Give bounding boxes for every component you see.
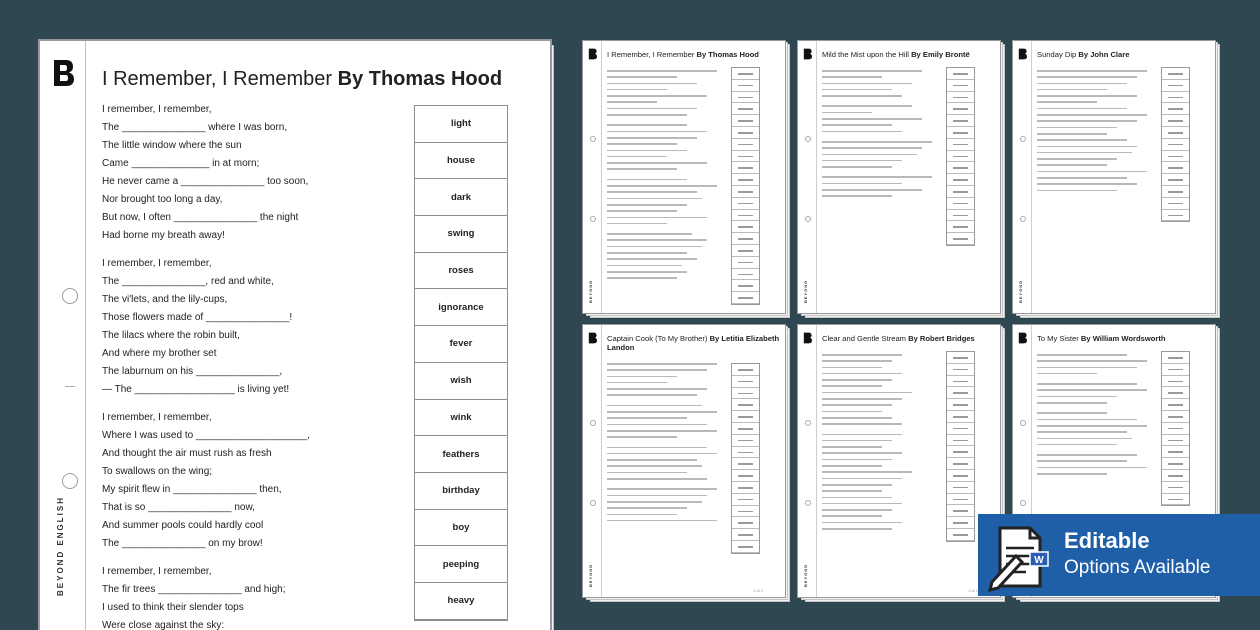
word-bank-item (1162, 411, 1189, 423)
poem-line: The fir trees _______________ and high; (102, 584, 286, 595)
thumbnail-title-author: By William Wordsworth (1080, 334, 1166, 343)
word-bank-item (1162, 470, 1189, 482)
fold-mark (65, 386, 75, 387)
word-bank-item (732, 186, 759, 198)
word-bank-item (1162, 198, 1189, 210)
word-bank-item (1162, 399, 1189, 411)
poem-line: And thought the air must rush as fresh (102, 448, 272, 459)
word-bank-item (1162, 151, 1189, 163)
word-bank-item: roses (415, 253, 507, 290)
word-bank-item (947, 127, 974, 139)
beyond-logo-icon (1018, 332, 1027, 344)
poem-line: Came ______________ in at morn; (102, 158, 260, 169)
worksheet-thumbnail[interactable] (582, 40, 792, 317)
beyond-logo-icon (588, 332, 597, 344)
word-bank-item (1162, 446, 1189, 458)
word-bank-item (732, 269, 759, 281)
poem-line: Were close against the sky: (102, 620, 225, 630)
poem-line: The _______________ where I was born, (102, 122, 288, 133)
poem-line-placeholder (607, 221, 725, 227)
word-bank-item: fever (415, 326, 507, 363)
binder-hole (590, 420, 596, 426)
word-bank-item (947, 68, 974, 80)
thumbnail-title-text: Captain Cook (To My Brother) (607, 334, 710, 343)
beyond-logo-icon (588, 48, 597, 60)
binder-hole (805, 216, 811, 222)
poem-line: I remember, I remember, (102, 412, 212, 423)
thumbnail-word-bank (731, 67, 760, 305)
word-bank-item (1162, 352, 1189, 364)
word-bank-item (1162, 139, 1189, 151)
word-bank-item (732, 388, 759, 400)
brand-vertical-text: BEYOND (1018, 279, 1023, 303)
main-worksheet-stack (38, 39, 558, 630)
binder-hole (1020, 216, 1026, 222)
word-bank-item (732, 458, 759, 470)
word-bank-item (947, 352, 974, 364)
poem-line-placeholder (1037, 188, 1155, 194)
word-bank-item (947, 494, 974, 506)
word-bank-item (732, 482, 759, 494)
word-letter: W (1034, 555, 1044, 566)
word-bank-item (732, 376, 759, 388)
word-bank-item (732, 517, 759, 529)
word-bank-item (732, 115, 759, 127)
poem-line-placeholder (607, 434, 725, 440)
poem-line: He never came a _______________ too soon, (102, 176, 309, 187)
thumbnail-word-bank (946, 351, 975, 542)
word-bank-item (732, 68, 759, 80)
word-bank-item (732, 280, 759, 292)
poem-line-placeholder (822, 164, 940, 170)
badge-line-2: Options Available (1064, 557, 1211, 578)
binder-hole (805, 420, 811, 426)
word-bank-item (947, 233, 974, 245)
word-bank-item (732, 127, 759, 139)
thumbnail-title (607, 334, 783, 352)
word-bank-item: feathers (415, 436, 507, 473)
thumbnail-page (582, 40, 786, 314)
word-bank-item (1162, 115, 1189, 127)
worksheet-thumbnail[interactable] (797, 324, 1007, 601)
title-text: I Remember, I Remember (102, 68, 338, 90)
poem-body (102, 101, 402, 630)
word-bank-item (732, 198, 759, 210)
word-bank-item (732, 233, 759, 245)
word-bank-item (947, 470, 974, 482)
poem-line-placeholder (822, 193, 940, 199)
poem-line: The _______________ on my brow! (102, 538, 263, 549)
thumbnail-title (1037, 334, 1213, 343)
brand-vertical-text: BEYOND ENGLISH (56, 495, 65, 596)
word-bank-item (947, 482, 974, 494)
thumbnail-page (797, 40, 1001, 314)
word-bank-item (947, 103, 974, 115)
beyond-logo-icon (52, 59, 74, 87)
poem-line-placeholder (607, 392, 725, 398)
main-worksheet (38, 39, 552, 630)
word-bank-item (732, 245, 759, 257)
page-number: 1 of 1 (752, 588, 763, 593)
word-bank-item (732, 139, 759, 151)
binder-hole (590, 500, 596, 506)
thumbnail-title-text: Sunday Dip (1037, 50, 1079, 59)
word-bank-item (732, 103, 759, 115)
word-bank-item: boy (415, 510, 507, 547)
word-bank-item (947, 151, 974, 163)
word-bank-item: swing (415, 216, 507, 253)
thumbnail-word-bank (731, 363, 760, 554)
word-bank-item (732, 210, 759, 222)
word-bank-item (1162, 376, 1189, 388)
poem-line: The vi'lets, and the lily-cups, (102, 294, 228, 305)
page-number: 1 of 1 (967, 588, 978, 593)
word-bank-item (1162, 186, 1189, 198)
thumbnail-poem-lines (607, 361, 725, 524)
beyond-logo-icon (1018, 48, 1027, 60)
word-bank-item (1162, 435, 1189, 447)
poem-line: The _______________, red and white, (102, 276, 274, 287)
page-title (102, 68, 502, 91)
poem-line-placeholder (607, 518, 725, 524)
word-bank-item (947, 517, 974, 529)
word-bank-item (1162, 482, 1189, 494)
word-bank-item (947, 411, 974, 423)
binder-hole (1020, 500, 1026, 506)
thumbnail-title-author: By Thomas Hood (696, 50, 759, 59)
poem-line-placeholder (1037, 400, 1155, 406)
word-bank-item (1162, 162, 1189, 174)
word-bank-item (1162, 127, 1189, 139)
word-bank-item: house (415, 143, 507, 180)
worksheet-thumbnail[interactable] (582, 324, 792, 601)
word-bank-item (947, 529, 974, 541)
margin-line (1031, 41, 1032, 313)
word-bank-item: wink (415, 400, 507, 437)
word-bank-item (1162, 210, 1189, 222)
word-bank-item (947, 186, 974, 198)
poem-line: I used to think their slender tops (102, 602, 244, 613)
thumbnail-title-text: Clear and Gentle Stream (822, 334, 909, 343)
word-bank-item (1162, 68, 1189, 80)
word-bank-item (1162, 103, 1189, 115)
poem-line-placeholder (607, 166, 725, 172)
poem-line: Nor brought too long a day, (102, 194, 223, 205)
thumbnail-poem-lines (822, 352, 940, 532)
thumbnail-title (607, 50, 783, 59)
word-bank-item (732, 411, 759, 423)
margin-line (816, 325, 817, 597)
word-bank-item (947, 80, 974, 92)
stanza-gap (102, 553, 402, 563)
thumbnail-word-bank (946, 67, 975, 246)
binder-hole (1020, 136, 1026, 142)
word-bank-item (732, 151, 759, 163)
word-bank-item (732, 529, 759, 541)
word-bank-item (732, 292, 759, 304)
poem-line: I remember, I remember, (102, 104, 212, 115)
word-bank-item (947, 162, 974, 174)
stanza-gap (102, 245, 402, 255)
binder-hole (805, 136, 811, 142)
thumbnail-title (822, 334, 998, 343)
word-bank-item (732, 423, 759, 435)
word-bank-item (732, 494, 759, 506)
poem-line: I remember, I remember, (102, 258, 212, 269)
poem-line: And summer pools could hardly cool (102, 520, 264, 531)
word-bank-item: dark (415, 179, 507, 216)
thumbnail-page (1012, 40, 1216, 314)
word-bank-item (947, 174, 974, 186)
word-bank-item: wish (415, 363, 507, 400)
poem-line: To swallows on the wing; (102, 466, 213, 477)
poem-line-placeholder (607, 476, 725, 482)
word-bank-item: birthday (415, 473, 507, 510)
word-bank-item (947, 435, 974, 447)
thumbnail-title (1037, 50, 1213, 59)
word-bank-item (1162, 174, 1189, 186)
word-bank-item: ignorance (415, 289, 507, 326)
thumbnail-title-text: Mild the Mist upon the Hill (822, 50, 912, 59)
poem-line: Those flowers made of _______________! (102, 312, 293, 323)
poem-line: The laburnum on his _______________, (102, 366, 283, 377)
poem-line-placeholder (607, 275, 725, 281)
word-bank-item (947, 505, 974, 517)
margin-line (601, 41, 602, 313)
brand-vertical-text: BEYOND (588, 563, 593, 587)
thumbnail-title-text: To My Sister (1037, 334, 1081, 343)
thumbnail-title-author: By Robert Bridges (908, 334, 975, 343)
poem-line-placeholder (822, 421, 940, 427)
word-bank-item (732, 80, 759, 92)
thumbnail-title (822, 50, 998, 59)
thumbnail-word-bank (1161, 351, 1190, 506)
word-bank-item (947, 210, 974, 222)
word-bank (414, 105, 508, 621)
thumbnail-poem-lines (822, 68, 940, 200)
poem-line-placeholder (1037, 442, 1155, 448)
thumbnail-title-author: By Emily Brontë (911, 50, 970, 59)
word-bank-item (1162, 364, 1189, 376)
word-bank-item (947, 139, 974, 151)
word-bank-item (1162, 423, 1189, 435)
worksheet-thumbnail[interactable] (1012, 40, 1222, 317)
word-bank-item (732, 506, 759, 518)
margin-line (85, 41, 86, 630)
thumbnail-poem-lines (1037, 352, 1155, 477)
word-bank-item (947, 115, 974, 127)
poem-line: The lilacs where the robin built, (102, 330, 240, 341)
margin-line (601, 325, 602, 597)
thumbnail-title-author: By John Clare (1078, 50, 1130, 59)
poem-line-placeholder (822, 93, 940, 99)
poem-line: But now, I often _______________ the night (102, 212, 299, 223)
thumbnail-word-bank (1161, 67, 1190, 222)
poem-line: And where my brother set (102, 348, 217, 359)
poem-line-placeholder (1037, 471, 1155, 477)
margin-line (816, 41, 817, 313)
word-bank-item (732, 257, 759, 269)
binder-hole (805, 500, 811, 506)
word-bank-item: light (415, 106, 507, 143)
word-bank-item (732, 364, 759, 376)
binder-hole (62, 473, 78, 489)
stanza-gap (102, 399, 402, 409)
brand-vertical-text: BEYOND (803, 279, 808, 303)
word-bank-item (732, 162, 759, 174)
beyond-logo-icon (803, 48, 812, 60)
binder-hole (62, 288, 78, 304)
word-bank-item (947, 376, 974, 388)
word-bank-item (732, 447, 759, 459)
word-bank-item (1162, 92, 1189, 104)
poem-line: — The __________________ is living yet! (102, 384, 290, 395)
word-bank-item (732, 435, 759, 447)
word-bank-item (732, 221, 759, 233)
beyond-logo-icon (803, 332, 812, 344)
word-bank-item (947, 364, 974, 376)
word-bank-item: peeping (415, 546, 507, 583)
word-bank-item (732, 92, 759, 104)
thumbnail-poem-lines (1037, 68, 1155, 194)
word-bank-item (1162, 387, 1189, 399)
word-bank-item: heavy (415, 583, 507, 620)
word-bank-item (732, 399, 759, 411)
editable-options-badge (978, 514, 1260, 596)
poem-line-placeholder (1037, 371, 1155, 377)
word-bank-item (947, 198, 974, 210)
word-bank-item (732, 470, 759, 482)
thumbnail-poem-lines (607, 68, 725, 282)
poem-line: My spirit flew in _______________ then, (102, 484, 282, 495)
binder-hole (590, 216, 596, 222)
word-bank-item (1162, 494, 1189, 506)
binder-hole (590, 136, 596, 142)
word-bank-item (947, 387, 974, 399)
word-bank-item (1162, 458, 1189, 470)
poem-line: That is so _______________ now, (102, 502, 255, 513)
poem-line-placeholder (607, 112, 725, 118)
thumbnail-page (582, 324, 786, 598)
brand-vertical-text: BEYOND (588, 279, 593, 303)
badge-line-1: Editable (1064, 528, 1150, 553)
poem-line: Had borne my breath away! (102, 230, 225, 241)
title-author: By Thomas Hood (337, 68, 503, 90)
brand-vertical-text: BEYOND (803, 563, 808, 587)
thumbnail-page (797, 324, 1001, 598)
poem-line: I remember, I remember, (102, 566, 212, 577)
word-bank-item (732, 541, 759, 553)
editable-document-icon (986, 522, 1052, 592)
word-bank-item (947, 221, 974, 233)
thumbnail-title-author: By Letitia Elizabeth Landon (607, 334, 780, 352)
word-bank-item (947, 92, 974, 104)
word-bank-item (947, 423, 974, 435)
word-bank-item (947, 458, 974, 470)
poem-line-placeholder (822, 526, 940, 532)
poem-line-placeholder (822, 129, 940, 135)
poem-line: Where I was used to ____________________, (102, 430, 310, 441)
poem-line: The little window where the sun (102, 140, 242, 151)
word-bank-item (732, 174, 759, 186)
binder-hole (1020, 420, 1026, 426)
word-bank-item (1162, 80, 1189, 92)
worksheet-thumbnail[interactable] (797, 40, 1007, 317)
word-bank-item (947, 446, 974, 458)
word-bank-item (947, 399, 974, 411)
thumbnail-title-text: I Remember, I Remember (607, 50, 697, 59)
